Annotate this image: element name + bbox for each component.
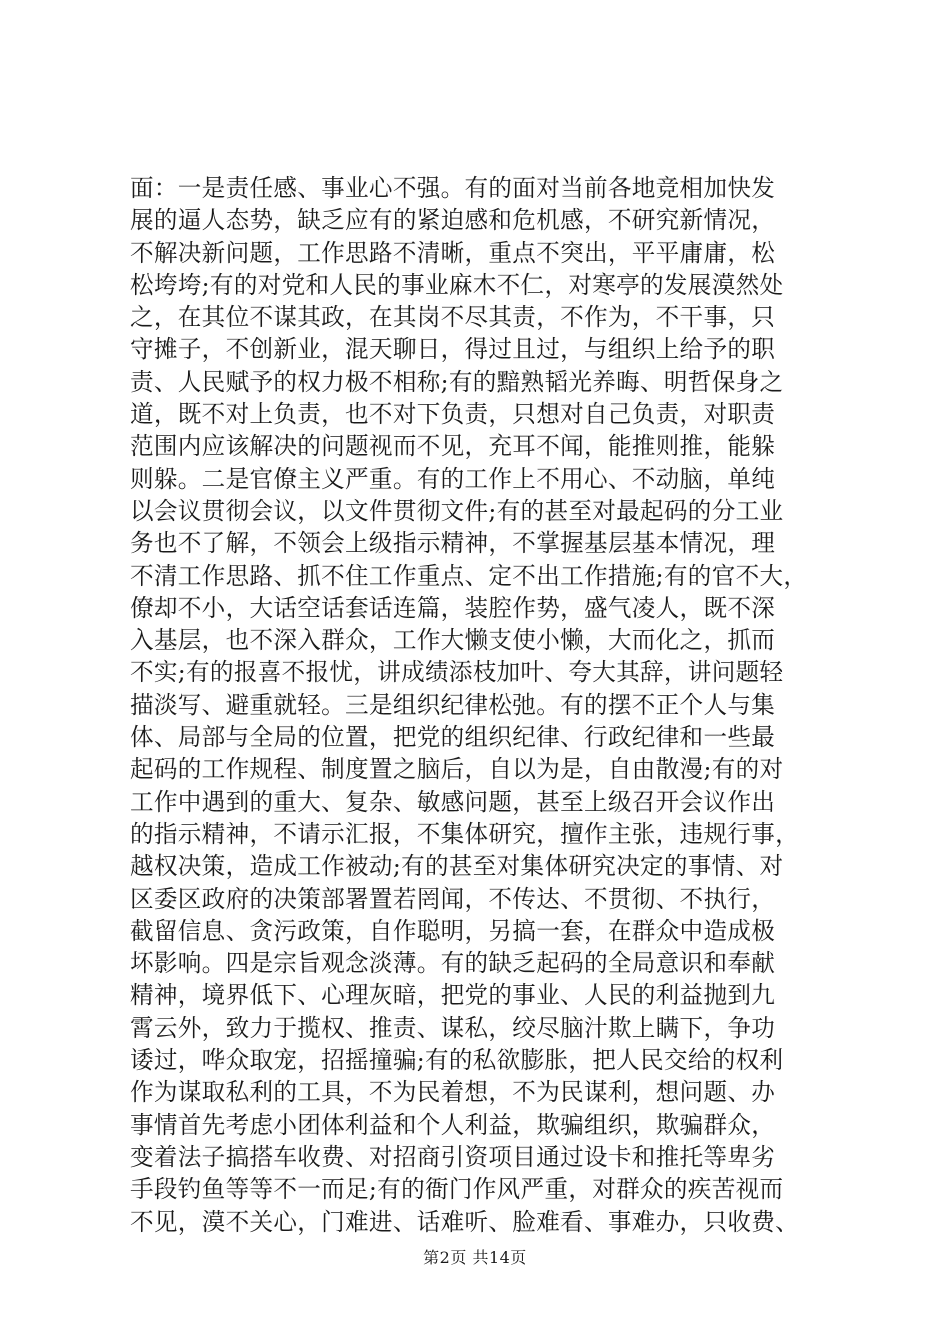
text-line: 事情首先考虑小团体利益和个人利益，欺骗组织，欺骗群众，: [130, 1110, 776, 1139]
text-line: 诿过，哗众取宠，招摇撞骗;有的私欲膨胀，把人民交给的权利: [130, 1046, 784, 1075]
text-line: 守摊子，不创新业，混天聊日，得过且过，与组织上给予的职: [130, 335, 776, 364]
text-line: 僚却不小，大话空话套话连篇，装腔作势，盛气凌人，既不深: [130, 593, 776, 622]
text-line: 的指示精神，不请示汇报，不集体研究，擅作主张，违规行事，: [130, 819, 800, 848]
text-line: 道，既不对上负责，也不对下负责，只想对自己负责，对职责: [130, 400, 776, 429]
text-line: 面：一是责任感、事业心不强。有的面对当前各地竞相加快发: [130, 174, 776, 202]
text-line: 则躲。二是官僚主义严重。有的工作上不用心、不动脑，单纯: [130, 464, 776, 493]
text-line: 作为谋取私利的工具，不为民着想，不为民谋利，想问题、办: [130, 1078, 776, 1107]
text-line: 截留信息、贪污政策，自作聪明，另搞一套，在群众中造成极: [130, 916, 776, 945]
body-paragraph: [130, 172, 830, 1238]
text-line: 霄云外，致力于揽权、推责、谋私，绞尽脑汁欺上瞒下，争功: [130, 1013, 776, 1042]
text-line: 不清工作思路、抓不住工作重点、定不出工作措施;有的官不大，: [130, 561, 808, 590]
text-line: 不见，漠不关心，门难进、话难听、脸难看、事难办，只收费、: [130, 1207, 800, 1236]
text-line: 之，在其位不谋其政，在其岗不尽其责，不作为，不干事，只: [130, 303, 776, 332]
text-line: 不实;有的报喜不报忧，讲成绩添枝加叶、夸大其辞，讲问题轻: [130, 658, 784, 687]
text-line: 范围内应该解决的问题视而不见，充耳不闻，能推则推，能躲: [130, 432, 776, 461]
text-line: 描淡写、避重就轻。三是组织纪律松弛。有的摆不正个人与集: [130, 690, 776, 719]
text-line: 以会议贯彻会议，以文件贯彻文件;有的甚至对最起码的分工业: [130, 496, 784, 525]
text-line: 精神，境界低下、心理灰暗，把党的事业、人民的利益抛到九: [130, 981, 776, 1010]
text-line: 工作中遇到的重大、复杂、敏感问题，甚至上级召开会议作出: [130, 787, 776, 816]
text-line: 体、局部与全局的位置，把党的组织纪律、行政纪律和一些最: [130, 723, 776, 752]
page-number-footer: 第2页 共14页: [423, 1248, 527, 1267]
text-line: 展的逼人态势，缺乏应有的紧迫感和危机感，不研究新情况，: [130, 206, 776, 235]
text-line: 区委区政府的决策部署置若罔闻，不传达、不贯彻、不执行，: [130, 884, 776, 913]
text-line: 坏影响。四是宗旨观念淡薄。有的缺乏起码的全局意识和奉献: [130, 949, 776, 978]
text-line: 越权决策，造成工作被动;有的甚至对集体研究决定的事情、对: [130, 852, 784, 881]
text-line: 务也不了解，不领会上级指示精神，不掌握基层基本情况，理: [130, 529, 776, 558]
text-line: 手段钓鱼等等不一而足;有的衙门作风严重，对群众的疾苦视而: [130, 1175, 784, 1204]
text-line: 松垮垮;有的对党和人民的事业麻木不仁，对寒亭的发展漠然处: [130, 270, 784, 299]
text-line: 起码的工作规程、制度置之脑后，自以为是，自由散漫;有的对: [130, 755, 784, 784]
text-line: 入基层，也不深入群众，工作大懒支使小懒，大而化之，抓而: [130, 626, 776, 655]
text-line: 不解决新问题，工作思路不清晰，重点不突出，平平庸庸，松: [130, 238, 776, 267]
text-line: 责、人民赋予的权力极不相称;有的黯熟韬光养晦、明哲保身之: [130, 367, 784, 396]
text-line: 变着法子搞搭车收费、对招商引资项目通过设卡和推托等卑劣: [130, 1142, 776, 1171]
